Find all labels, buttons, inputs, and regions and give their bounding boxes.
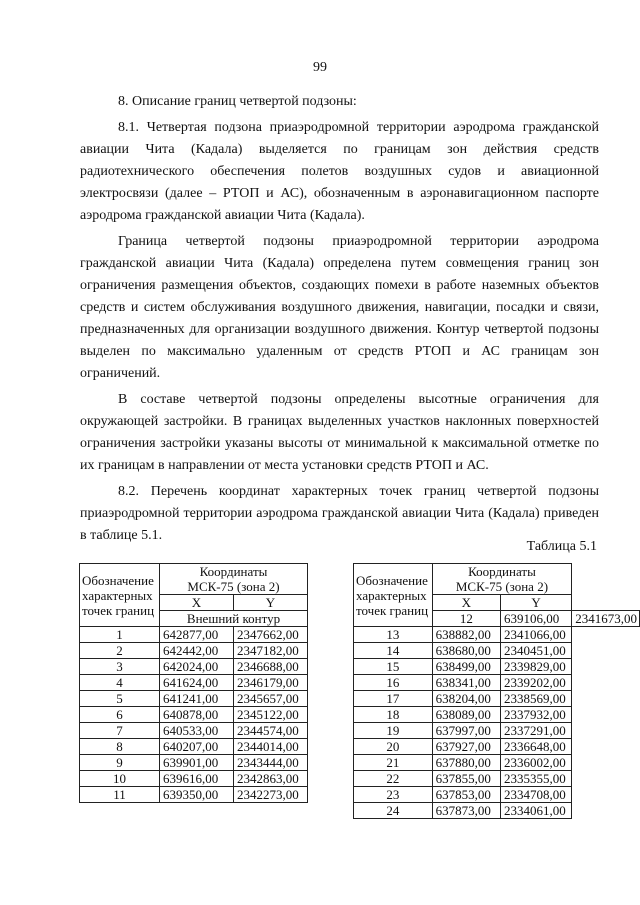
table-row [80,691,308,707]
y-coordinate-cell: 2339202,00 [501,675,572,691]
header-line: характерных [356,587,427,603]
point-number-cell: 23 [354,787,433,803]
x-column-header: X [160,595,234,611]
y-coordinate-cell: 2340451,00 [501,643,572,659]
table-row [80,787,308,803]
table-header-row [354,564,640,595]
x-coordinate-cell: 638499,00 [432,659,500,675]
x-coordinate-cell: 639616,00 [160,771,234,787]
header-line: Координаты [199,564,268,579]
y-coordinate-cell: 2346688,00 [234,659,308,675]
table-row [80,707,308,723]
table-row [80,643,308,659]
table-row [354,803,640,819]
header-line: Обозначение [82,572,154,588]
header-line: Координаты [468,564,536,579]
point-number-cell: 11 [80,787,160,803]
y-coordinate-cell: 2342273,00 [234,787,308,803]
contour-label: Внешний контур [160,611,308,627]
table-row [80,723,308,739]
table-row [354,659,640,675]
y-coordinate-cell: 2345122,00 [234,707,308,723]
x-coordinate-cell: 641624,00 [160,675,234,691]
table-row [354,691,640,707]
table-row [80,627,308,643]
point-number-cell: 3 [80,659,160,675]
point-number-cell: 7 [80,723,160,739]
y-coordinate-cell: 2336002,00 [501,755,572,771]
header-line: точек границ [82,602,155,618]
y-coordinate-cell: 2337291,00 [501,723,572,739]
point-number-cell: 21 [354,755,433,771]
coordinates-header [432,564,572,595]
point-number-cell: 24 [354,803,433,819]
point-number-cell: 16 [354,675,433,691]
page-number: 99 [313,60,327,75]
table-row [354,627,640,643]
x-coordinate-cell: 639106,00 [501,611,572,627]
x-coordinate-cell: 638089,00 [432,707,500,723]
point-number-cell: 22 [354,771,433,787]
point-number-cell: 18 [354,707,433,723]
y-coordinate-cell: 2345657,00 [234,691,308,707]
y-coordinate-cell: 2337932,00 [501,707,572,723]
point-number-cell: 8 [80,739,160,755]
header-line: Обозначение [356,572,428,588]
table-row [80,771,308,787]
point-number-cell: 5 [80,691,160,707]
point-column-header [354,564,433,627]
y-coordinate-cell: 2343444,00 [234,755,308,771]
x-coordinate-cell: 640207,00 [160,739,234,755]
paragraph-height-limits: В составе четвертой подзоны определены высотные ограничения для окружающей застройки. В границах выделенных участков наклонных поверхностей ограничения застройки указаны высоты от минимальной к максимальной отметке по их границам в направлении от места установки средств РТОП и АС. [80,392,599,473]
table-row [354,643,640,659]
y-coordinate-cell: 2341673,00 [572,611,640,627]
y-coordinate-cell: 2344574,00 [234,723,308,739]
y-coordinate-cell: 2347182,00 [234,643,308,659]
x-coordinate-cell: 638341,00 [432,675,500,691]
x-coordinate-cell: 641241,00 [160,691,234,707]
x-coordinate-cell: 642024,00 [160,659,234,675]
table-row [80,675,308,691]
table-row [354,675,640,691]
x-coordinate-cell: 638680,00 [432,643,500,659]
x-coordinate-cell: 637855,00 [432,771,500,787]
header-line: характерных [82,587,153,603]
point-number-cell: 6 [80,707,160,723]
section-heading: 8. Описание границ четвертой подзоны: [118,94,357,109]
paragraph-boundary: Граница четвертой подзоны приаэродромной территории аэродрома гражданской авиации Чита (Кадала) определена путем совмещения границ зон ограничения размещения объектов, создающих помехи в работе наземных объектов средств и систем обслуживания воздушного движения, навигации, посадки и связи, предназначенных для организации воздушного движения. Контур четвертой подзоны выделен по максимально удаленным от средств РТОП и АС границам зон ограничений. [80,234,599,381]
y-coordinate-cell: 2346179,00 [234,675,308,691]
point-number-cell: 2 [80,643,160,659]
y-column-header: Y [501,595,572,611]
table-row [354,707,640,723]
x-coordinate-cell: 639350,00 [160,787,234,803]
y-coordinate-cell: 2344014,00 [234,739,308,755]
x-coordinate-cell: 639901,00 [160,755,234,771]
point-number-cell: 19 [354,723,433,739]
y-coordinate-cell: 2334708,00 [501,787,572,803]
point-number-cell: 15 [354,659,433,675]
y-coordinate-cell: 2338569,00 [501,691,572,707]
header-line: МСК-75 (зона 2) [187,579,280,594]
x-coordinate-cell: 642442,00 [160,643,234,659]
paragraph-8-2: 8.2. Перечень координат характерных точек границ четвертой подзоны приаэродромной территории аэродрома гражданской авиации Чита (Кадала) приведен в таблице 5.1. [80,484,599,543]
point-column-header [80,564,160,627]
point-number-cell: 9 [80,755,160,771]
x-coordinate-cell: 637873,00 [432,803,500,819]
point-number-cell: 10 [80,771,160,787]
y-coordinate-cell: 2334061,00 [501,803,572,819]
coordinates-table-left [79,563,308,803]
point-number-cell: 14 [354,643,433,659]
x-coordinate-cell: 638204,00 [432,691,500,707]
table-row [354,723,640,739]
y-coordinate-cell: 2336648,00 [501,739,572,755]
table-row [354,771,640,787]
table-row [80,755,308,771]
x-coordinate-cell: 637927,00 [432,739,500,755]
table-row [80,659,308,675]
table-row [354,755,640,771]
table-header-row [80,564,308,595]
y-coordinate-cell: 2342863,00 [234,771,308,787]
x-coordinate-cell: 637853,00 [432,787,500,803]
table-row [80,739,308,755]
point-number-cell: 20 [354,739,433,755]
point-number-cell: 13 [354,627,433,643]
header-line: МСК-75 (зона 2) [455,579,549,594]
header-line: точек границ [356,602,429,618]
y-coordinate-cell: 2341066,00 [501,627,572,643]
table-row [354,739,640,755]
table-caption: Таблица 5.1 [526,539,597,554]
x-coordinate-cell: 640878,00 [160,707,234,723]
x-coordinate-cell: 642877,00 [160,627,234,643]
coordinates-header [160,564,308,595]
x-coordinate-cell: 637880,00 [432,755,500,771]
y-column-header: Y [234,595,308,611]
y-coordinate-cell: 2335355,00 [501,771,572,787]
point-number-cell: 12 [432,611,500,627]
table-row [354,787,640,803]
point-number-cell: 1 [80,627,160,643]
x-column-header: X [432,595,500,611]
y-coordinate-cell: 2347662,00 [234,627,308,643]
y-coordinate-cell: 2339829,00 [501,659,572,675]
x-coordinate-cell: 640533,00 [160,723,234,739]
point-number-cell: 4 [80,675,160,691]
point-number-cell: 17 [354,691,433,707]
document-body [80,91,599,547]
x-coordinate-cell: 638882,00 [432,627,500,643]
x-coordinate-cell: 637997,00 [432,723,500,739]
coordinates-table-right [353,563,640,819]
paragraph-8-1: 8.1. Четвертая подзона приаэродромной территории аэродрома гражданской авиации Чита (Кадала) выделяется по границам зон действия средств радиотехнического обеспечения полетов воздушных судов и авиационной электросвязи (далее – РТОП и АС), обозначенным в аэронавигационном паспорте аэродрома гражданской авиации Чита (Кадала). [80,120,599,223]
